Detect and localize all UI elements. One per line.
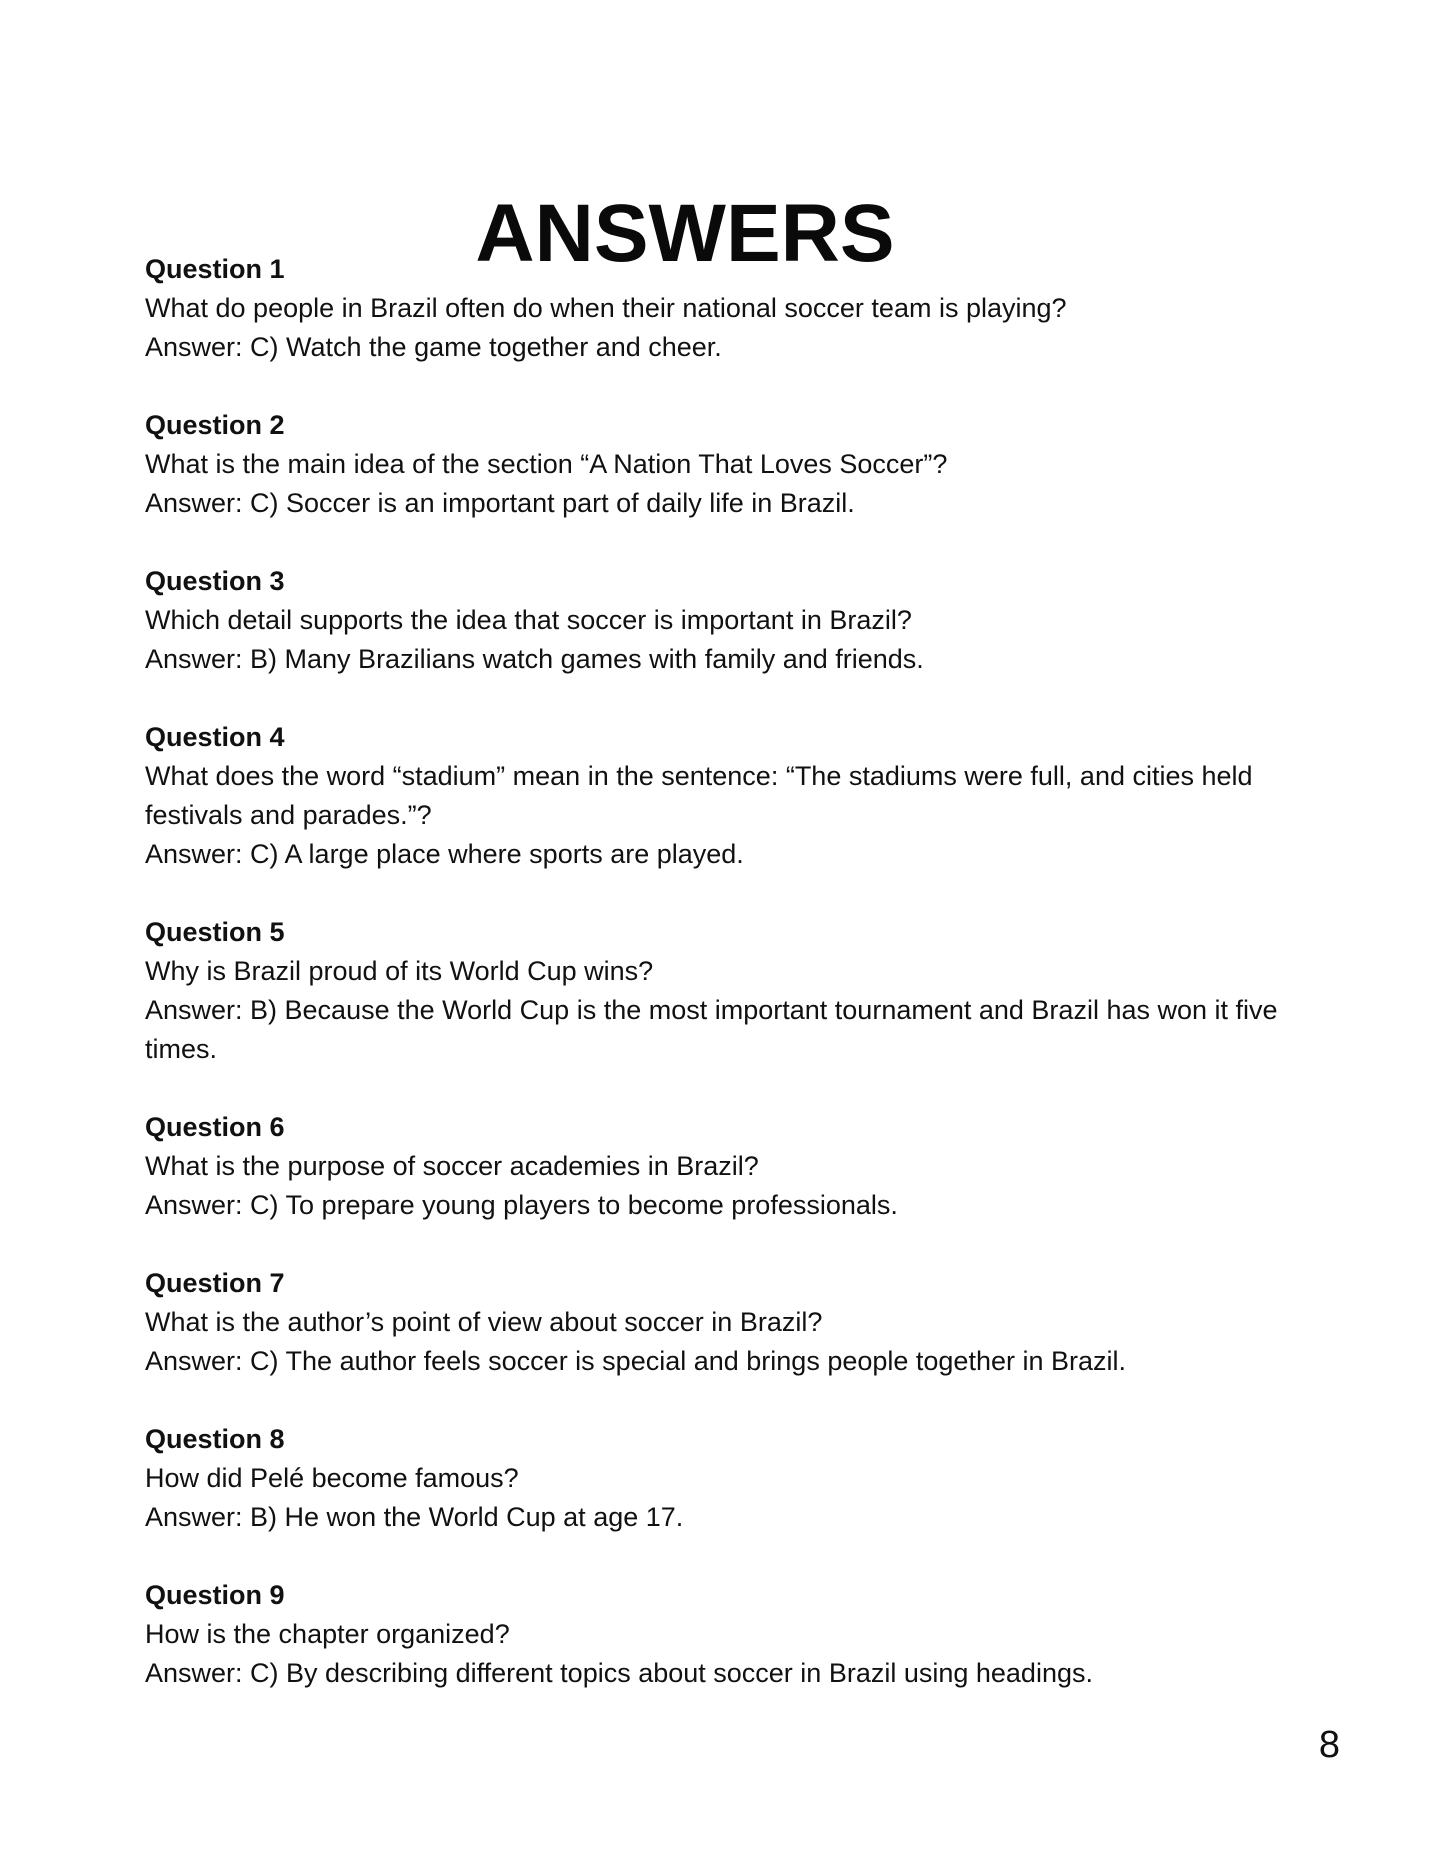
question-text: What does the word “stadium” mean in the sentence: “The stadiums were full, and cities held festivals and parades.”? [145, 761, 1253, 830]
question-label: Question 7 [145, 1268, 285, 1298]
question-text: What is the main idea of the section “A Nation That Loves Soccer”? [145, 449, 948, 479]
question-label: Question 8 [145, 1424, 285, 1454]
question-label: Question 5 [145, 917, 285, 947]
question-label: Question 2 [145, 410, 285, 440]
answer-text: Answer: C) Soccer is an important part of daily life in Brazil. [145, 488, 855, 518]
qa-item-7 [145, 1264, 1355, 1381]
question-text: How did Pelé become famous? [145, 1463, 519, 1493]
answer-text: Answer: C) A large place where sports are played. [145, 839, 744, 869]
page-title: ANSWERS [475, 187, 895, 279]
answer-text: Answer: C) To prepare young players to become professionals. [145, 1190, 898, 1220]
qa-item-4 [145, 718, 1355, 874]
answer-text: Answer: C) Watch the game together and cheer. [145, 332, 722, 362]
question-text: What is the purpose of soccer academies in Brazil? [145, 1151, 759, 1181]
question-text: How is the chapter organized? [145, 1619, 510, 1649]
page-number: 8 [1318, 1724, 1340, 1766]
question-label: Question 9 [145, 1580, 285, 1610]
question-label: Question 3 [145, 566, 285, 596]
answer-text: Answer: B) Many Brazilians watch games with family and friends. [145, 644, 924, 674]
answer-text: Answer: B) He won the World Cup at age 17. [145, 1502, 684, 1532]
answer-text: Answer: C) By describing different topics about soccer in Brazil using headings. [145, 1658, 1093, 1688]
qa-item-1 [145, 250, 1355, 367]
question-text: Why is Brazil proud of its World Cup wins? [145, 956, 654, 986]
question-label: Question 6 [145, 1112, 285, 1142]
qa-item-9 [145, 1576, 1355, 1693]
answer-list [145, 250, 1355, 1732]
qa-item-2 [145, 406, 1355, 523]
question-text: Which detail supports the idea that soccer is important in Brazil? [145, 605, 912, 635]
question-label: Question 4 [145, 722, 285, 752]
question-text: What do people in Brazil often do when their national soccer team is playing? [145, 293, 1067, 323]
qa-item-8 [145, 1420, 1355, 1537]
question-label: Question 1 [145, 254, 285, 284]
qa-item-5 [145, 913, 1355, 1069]
qa-item-6 [145, 1108, 1355, 1225]
answer-text: Answer: C) The author feels soccer is special and brings people together in Brazil. [145, 1346, 1127, 1376]
question-text: What is the author’s point of view about soccer in Brazil? [145, 1307, 823, 1337]
qa-item-3 [145, 562, 1355, 679]
answer-text: Answer: B) Because the World Cup is the most important tournament and Brazil has won it five times. [145, 995, 1278, 1064]
